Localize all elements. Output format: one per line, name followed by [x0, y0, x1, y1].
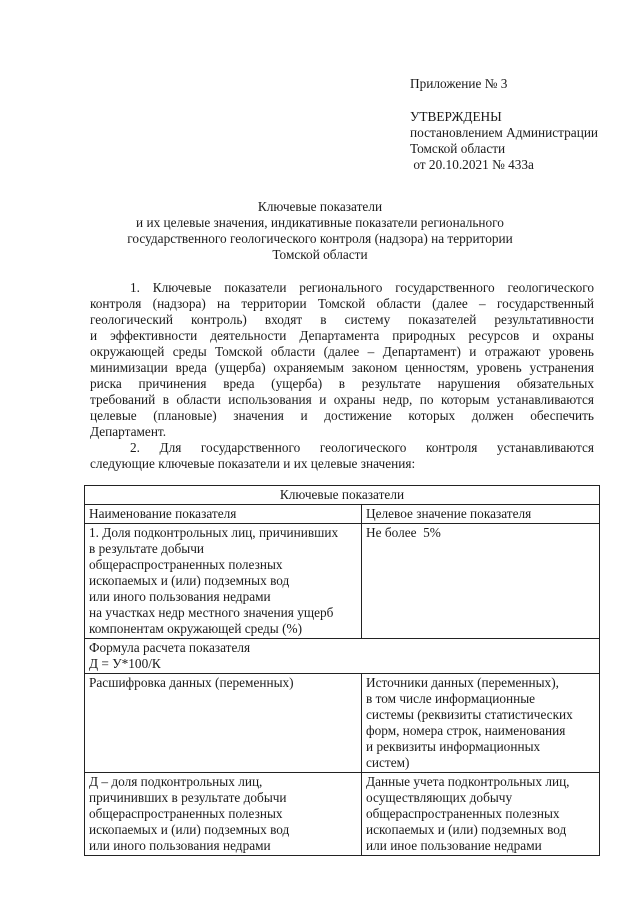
variable-d-line: Д – доля подконтрольных лиц,	[89, 774, 263, 789]
title-line-3: государственного геологического контроля (надзора) на территории	[127, 231, 513, 246]
variable-d-source-line: осуществляющих добычу	[366, 790, 513, 805]
variable-d-source-line: или иное пользование недрами	[366, 838, 542, 853]
paragraph-1-line: минимизации вреда (ущерба) охраняемым законом ценностям, уровень устранения	[90, 360, 594, 375]
key-indicators-table	[84, 485, 600, 856]
indicator-name-line: общераспространенных полезных	[89, 557, 283, 572]
data-sources-cell	[362, 674, 600, 773]
variable-d-source-line: общераспространенных полезных	[366, 806, 560, 821]
data-sources-line: в том числе информационные	[366, 691, 536, 706]
column-header-target: Целевое значение показателя	[362, 505, 600, 524]
paragraph-2-line: 2. Для государственного геологического контроля устанавливаются	[130, 440, 594, 455]
paragraph-1-line: требований в области использования и охраны недр, по которым устанавливаются	[90, 392, 594, 407]
formula-cell	[85, 639, 600, 674]
data-sources-line: форм, номера строк, наименования	[366, 723, 566, 738]
paragraph-1-line: геологический контроль) входят в систему показателей результативности	[90, 312, 594, 327]
title-line-1: Ключевые показатели	[257, 199, 383, 214]
indicator-name-cell	[85, 524, 362, 639]
paragraph-1-line: окружающей среды Томской области (далее – Департамент) и отражают уровень	[90, 344, 594, 359]
decode-label-cell: Расшифровка данных (переменных)	[85, 674, 362, 773]
indicator-name-line: или иного пользования недрами	[89, 589, 271, 604]
table-row	[85, 674, 600, 773]
variable-d-source-line: ископаемых и (или) подземных вод	[366, 822, 567, 837]
paragraph-1-line: и эффективности деятельности Департамента природных ресурсов и охраны	[90, 328, 594, 343]
table-caption: Ключевые показатели	[85, 486, 600, 505]
title-line-2: и их целевые значения, индикативные показатели регионального	[136, 215, 504, 230]
title-line-4: Томской области	[272, 247, 368, 262]
formula-expression: Д = У*100/К	[89, 656, 161, 671]
variable-d-line: ископаемых и (или) подземных вод	[89, 822, 290, 837]
paragraph-1-line: контроля (надзора) на территории Томской области (далее – государственный	[90, 296, 594, 311]
appendix-number: Приложение № 3	[410, 76, 508, 91]
indicator-name-line: в результате добычи	[89, 541, 205, 556]
approval-line-1: постановлением Администрации	[410, 125, 599, 140]
variable-d-source-cell	[362, 773, 600, 856]
variable-d-line: общераспространенных полезных	[89, 806, 283, 821]
variable-d-source-line: Данные учета подконтрольных лиц,	[366, 774, 570, 789]
paragraph-1-line: риска причинения вреда (ущерба) в результате нарушения обязательных	[90, 376, 594, 391]
variable-d-line: или иного пользования недрами	[89, 838, 271, 853]
data-sources-line: Источники данных (переменных),	[366, 675, 559, 690]
variable-d-cell	[85, 773, 362, 856]
approved-label: УТВЕРЖДЕНЫ	[410, 109, 502, 124]
paragraph-2-line: следующие ключевые показатели и их целевые значения:	[90, 456, 416, 471]
formula-label: Формула расчета показателя	[89, 640, 251, 655]
table-row	[85, 524, 600, 639]
data-sources-line: и реквизиты информационных	[366, 739, 541, 754]
paragraph-1-line: 1. Ключевые показатели регионального государственного геологического	[130, 280, 594, 295]
indicator-name-line: ископаемых и (или) подземных вод	[89, 573, 290, 588]
indicator-target-cell: Не более 5%	[362, 524, 600, 639]
variable-d-line: причинивших в результате добычи	[89, 790, 287, 805]
indicator-name-line: компонентам окружающей среды (%)	[89, 621, 302, 636]
table-row	[85, 773, 600, 856]
data-sources-line: систем)	[366, 755, 410, 770]
approval-line-3: от 20.10.2021 № 433а	[410, 157, 534, 172]
paragraph-1-line: целевые (плановые) значения и достижение которых должен обеспечить	[90, 408, 594, 423]
paragraph-1-line: Департамент.	[90, 424, 167, 439]
table-row	[85, 639, 600, 674]
data-sources-line: системы (реквизиты статистических	[366, 707, 573, 722]
column-header-name: Наименование показателя	[85, 505, 362, 524]
indicator-name-line: на участках недр местного значения ущерб	[89, 605, 334, 620]
indicator-name-line: 1. Доля подконтрольных лиц, причинивших	[89, 525, 339, 540]
approval-line-2: Томской области	[410, 141, 506, 156]
